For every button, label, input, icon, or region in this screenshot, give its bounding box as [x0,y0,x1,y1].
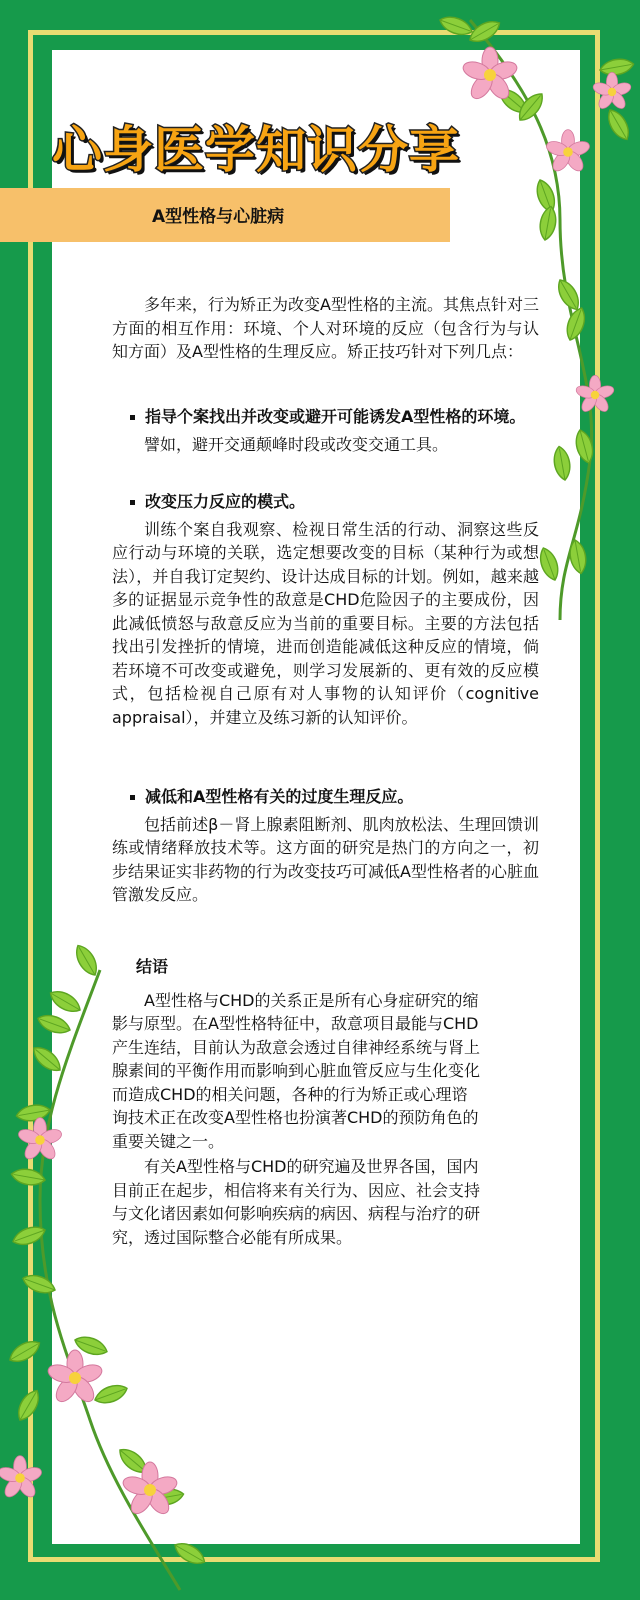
point-1 [112,405,539,456]
flower-icon [46,1350,104,1405]
bullet-icon [130,795,135,800]
flower-icon [0,1456,43,1500]
flower-icon [545,130,592,174]
point-heading: 指导个案找出并改变或避开可能诱发A型性格的环境。 [112,405,539,429]
flower-icon [121,1462,179,1517]
conclusion-heading: 结语 [136,957,169,976]
intro-paragraph: 多年来，行为矫正为改变A型性格的主流。其焦点针对三方面的相互作用：环境、个人对环境的反应（包含行为与认知方面）及A型性格的生理反应。矫正技巧针对下列几点： [112,295,539,361]
conclusion-para-1: A型性格与CHD的关系正是所有心身症研究的缩影与原型。在A型性格特征中，敌意项目最能与CHD产生连结，目前认为敌意会透过自律神经系统与肾上腺素间的平衡作用而影响到心脏血管反应与生化变化而造成CHD的相关问题，各种的行为矫正或心理谘询技术正在改变A型性格也扮演著CHD的预防角色的重要关键之一。 [112,990,481,1151]
conclusion-para-2: 有关A型性格与CHD的研究遍及世界各国，国内目前正在起步，相信将来有关行为、因应、社会支持与文化诸因素如何影响疾病的病因、病程与治疗的研究，透过国际整合必能有所成果。 [112,1157,481,1247]
point-3 [112,785,539,907]
subtitle: A型性格与心脏病 [152,207,285,227]
subtitle-banner [0,188,450,242]
point-body: 包括前述β－肾上腺素阻断剂、肌肉放松法、生理回馈训练或情绪释放技术等。这方面的研究是热门的方向之一，初步结果证实非药物的行为改变技巧可减低A型性格者的心脏血管激发反应。 [112,814,539,904]
bullet-icon [130,500,135,505]
bullet-icon [130,415,135,420]
point-body: 训练个案自我观察、检视日常生活的行动、洞察这些反应行动与环境的关联，选定想要改变的目标（某种行为或想法），并自我订定契约、设计达成目标的计划。例如，越来越多的证据显示竞争性的敌意是CHD危险因子的主要成份，因此减低愤怒与敌意反应为当前的重要目标。主要的方法包括找出引发挫折的情境，进而创造能减低这种反应的情境，倘若环境不可改变或避免，则学习发展新的、更有效的反应模式，包括检视自己原有对人事物的认知评价（cognitive appraisal），并建立及练习新的认知评价。 [112,519,539,727]
page-title: 心身医学知识分享 [52,121,460,179]
point-heading: 改变压力反应的模式。 [112,490,539,514]
point-body: 譬如，避开交通颠峰时段或改变交通工具。 [144,434,449,454]
point-2 [112,490,539,729]
point-heading: 减低和A型性格有关的过度生理反应。 [112,785,539,809]
flower-icon [17,1118,64,1162]
flower-icon [575,375,616,414]
conclusion-section [112,955,482,1249]
flower-icon [592,72,633,111]
